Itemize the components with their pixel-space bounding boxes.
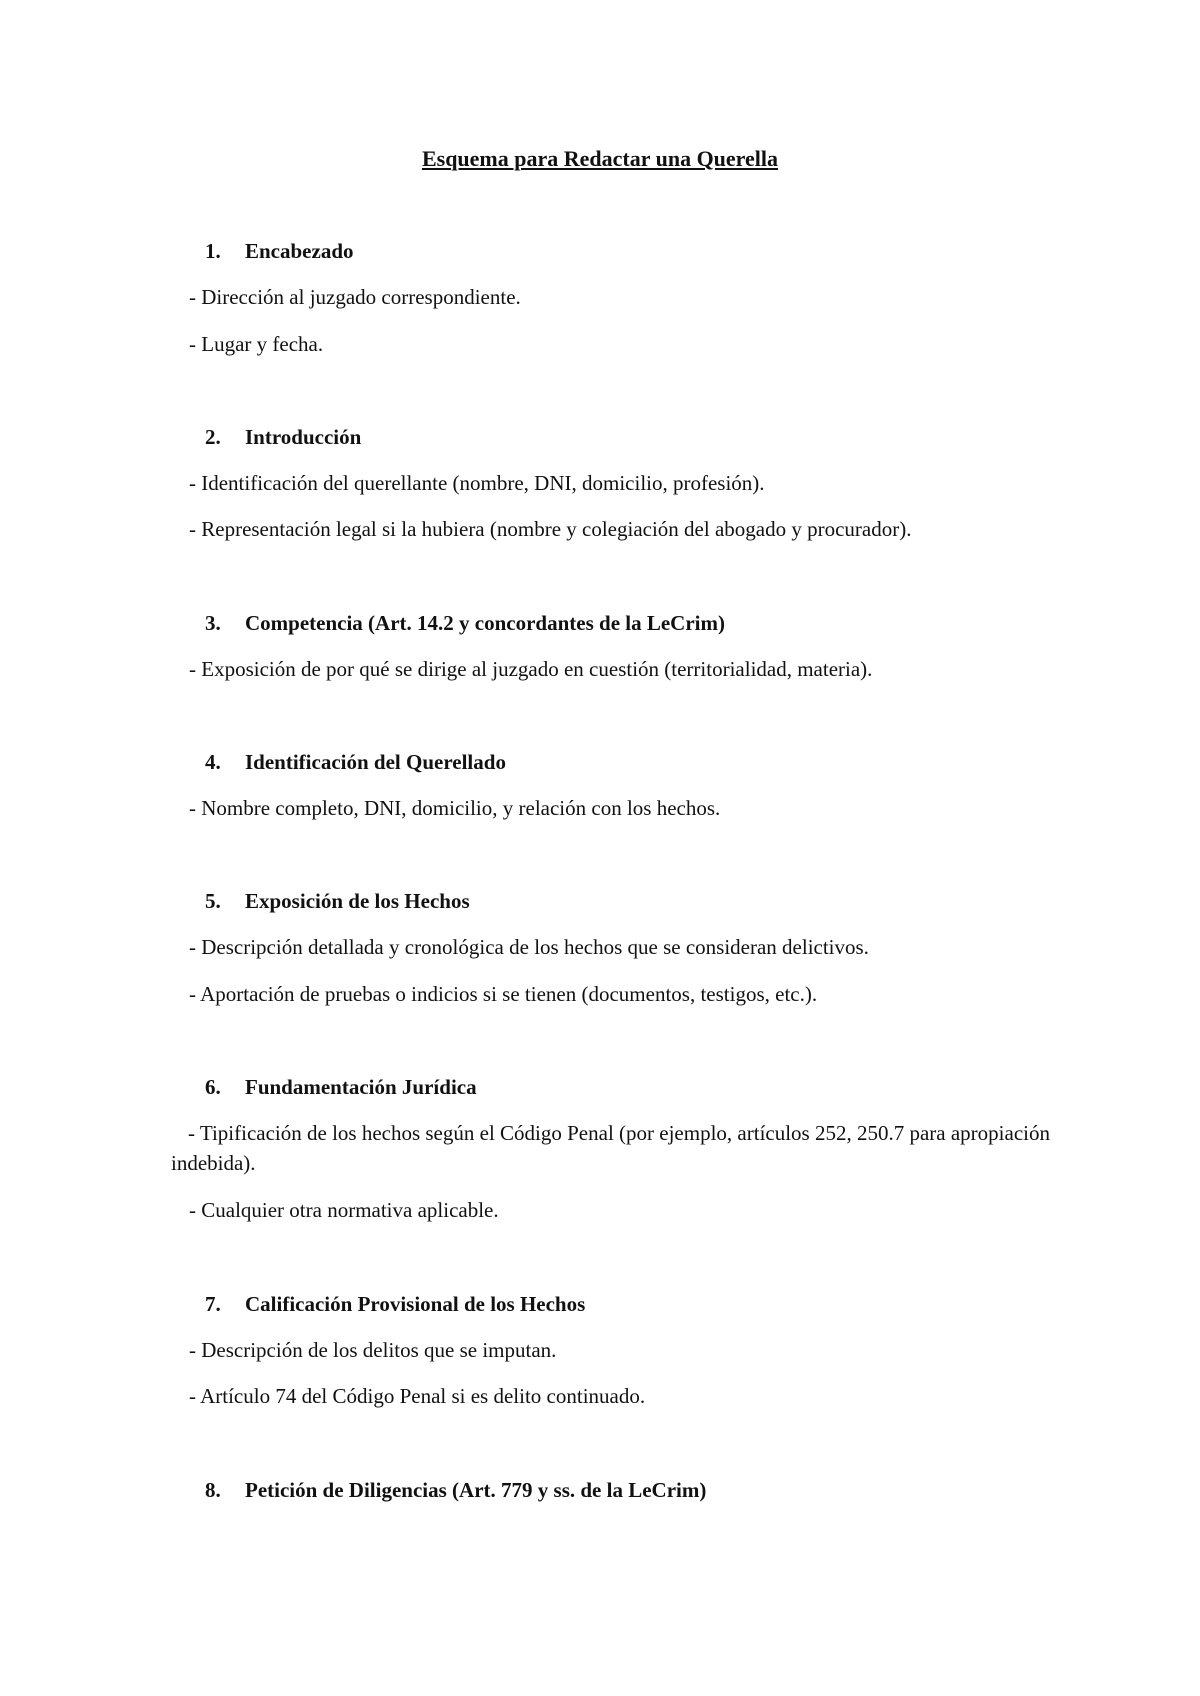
section-number: 8. (205, 1478, 221, 1502)
section-item: - Identificación del querellante (nombre, DNI, domicilio, profesión). (189, 471, 765, 495)
section-item: - Aportación de pruebas o indicios si se tienen (documentos, testigos, etc.). (189, 982, 818, 1006)
section-number: 3. (205, 611, 221, 635)
section-number: 5. (205, 889, 221, 913)
section-item: - Descripción detallada y cronológica de los hechos que se consideran delictivos. (189, 935, 869, 959)
section-heading-4 (205, 747, 506, 777)
section-title: Petición de Diligencias (Art. 779 y ss. de la LeCrim) (245, 1478, 707, 1502)
section-item: - Exposición de por qué se dirige al juzgado en cuestión (territorialidad, materia). (189, 657, 873, 681)
section-title: Encabezado (245, 239, 354, 263)
section-number: 6. (205, 1075, 221, 1099)
section-title: Fundamentación Jurídica (245, 1075, 477, 1099)
section-title: Introducción (245, 425, 362, 449)
section-item: - Cualquier otra normativa aplicable. (189, 1198, 499, 1222)
section-heading-1 (205, 236, 354, 266)
section-number: 2. (205, 425, 221, 449)
section-number: 7. (205, 1292, 221, 1316)
section-item: - Nombre completo, DNI, domicilio, y relación con los hechos. (189, 796, 721, 820)
section-heading-2 (205, 422, 361, 452)
section-title: Exposición de los Hechos (245, 889, 470, 913)
section-item: - Descripción de los delitos que se imputan. (189, 1338, 557, 1362)
section-item: - Tipificación de los hechos según el Código Penal (por ejemplo, artículos 252, 250.7 para apropiación indebida). (171, 1121, 1050, 1175)
section-item: - Artículo 74 del Código Penal si es delito continuado. (189, 1384, 646, 1408)
document-title: Esquema para Redactar una Querella (421, 146, 779, 171)
section-item: - Dirección al juzgado correspondiente. (189, 285, 521, 309)
section-item: - Lugar y fecha. (189, 332, 324, 356)
section-heading-5 (205, 886, 470, 916)
section-item: - Representación legal si la hubiera (nombre y colegiación del abogado y procurador). (189, 517, 912, 541)
section-heading-7 (205, 1289, 585, 1319)
section-heading-6 (205, 1072, 477, 1102)
section-number: 4. (205, 750, 221, 774)
section-number: 1. (205, 239, 221, 263)
section-title: Competencia (Art. 14.2 y concordantes de la LeCrim) (245, 611, 725, 635)
section-heading-8 (205, 1475, 706, 1505)
section-heading-3 (205, 608, 725, 638)
section-title: Calificación Provisional de los Hechos (245, 1292, 586, 1316)
section-title: Identificación del Querellado (245, 750, 506, 774)
